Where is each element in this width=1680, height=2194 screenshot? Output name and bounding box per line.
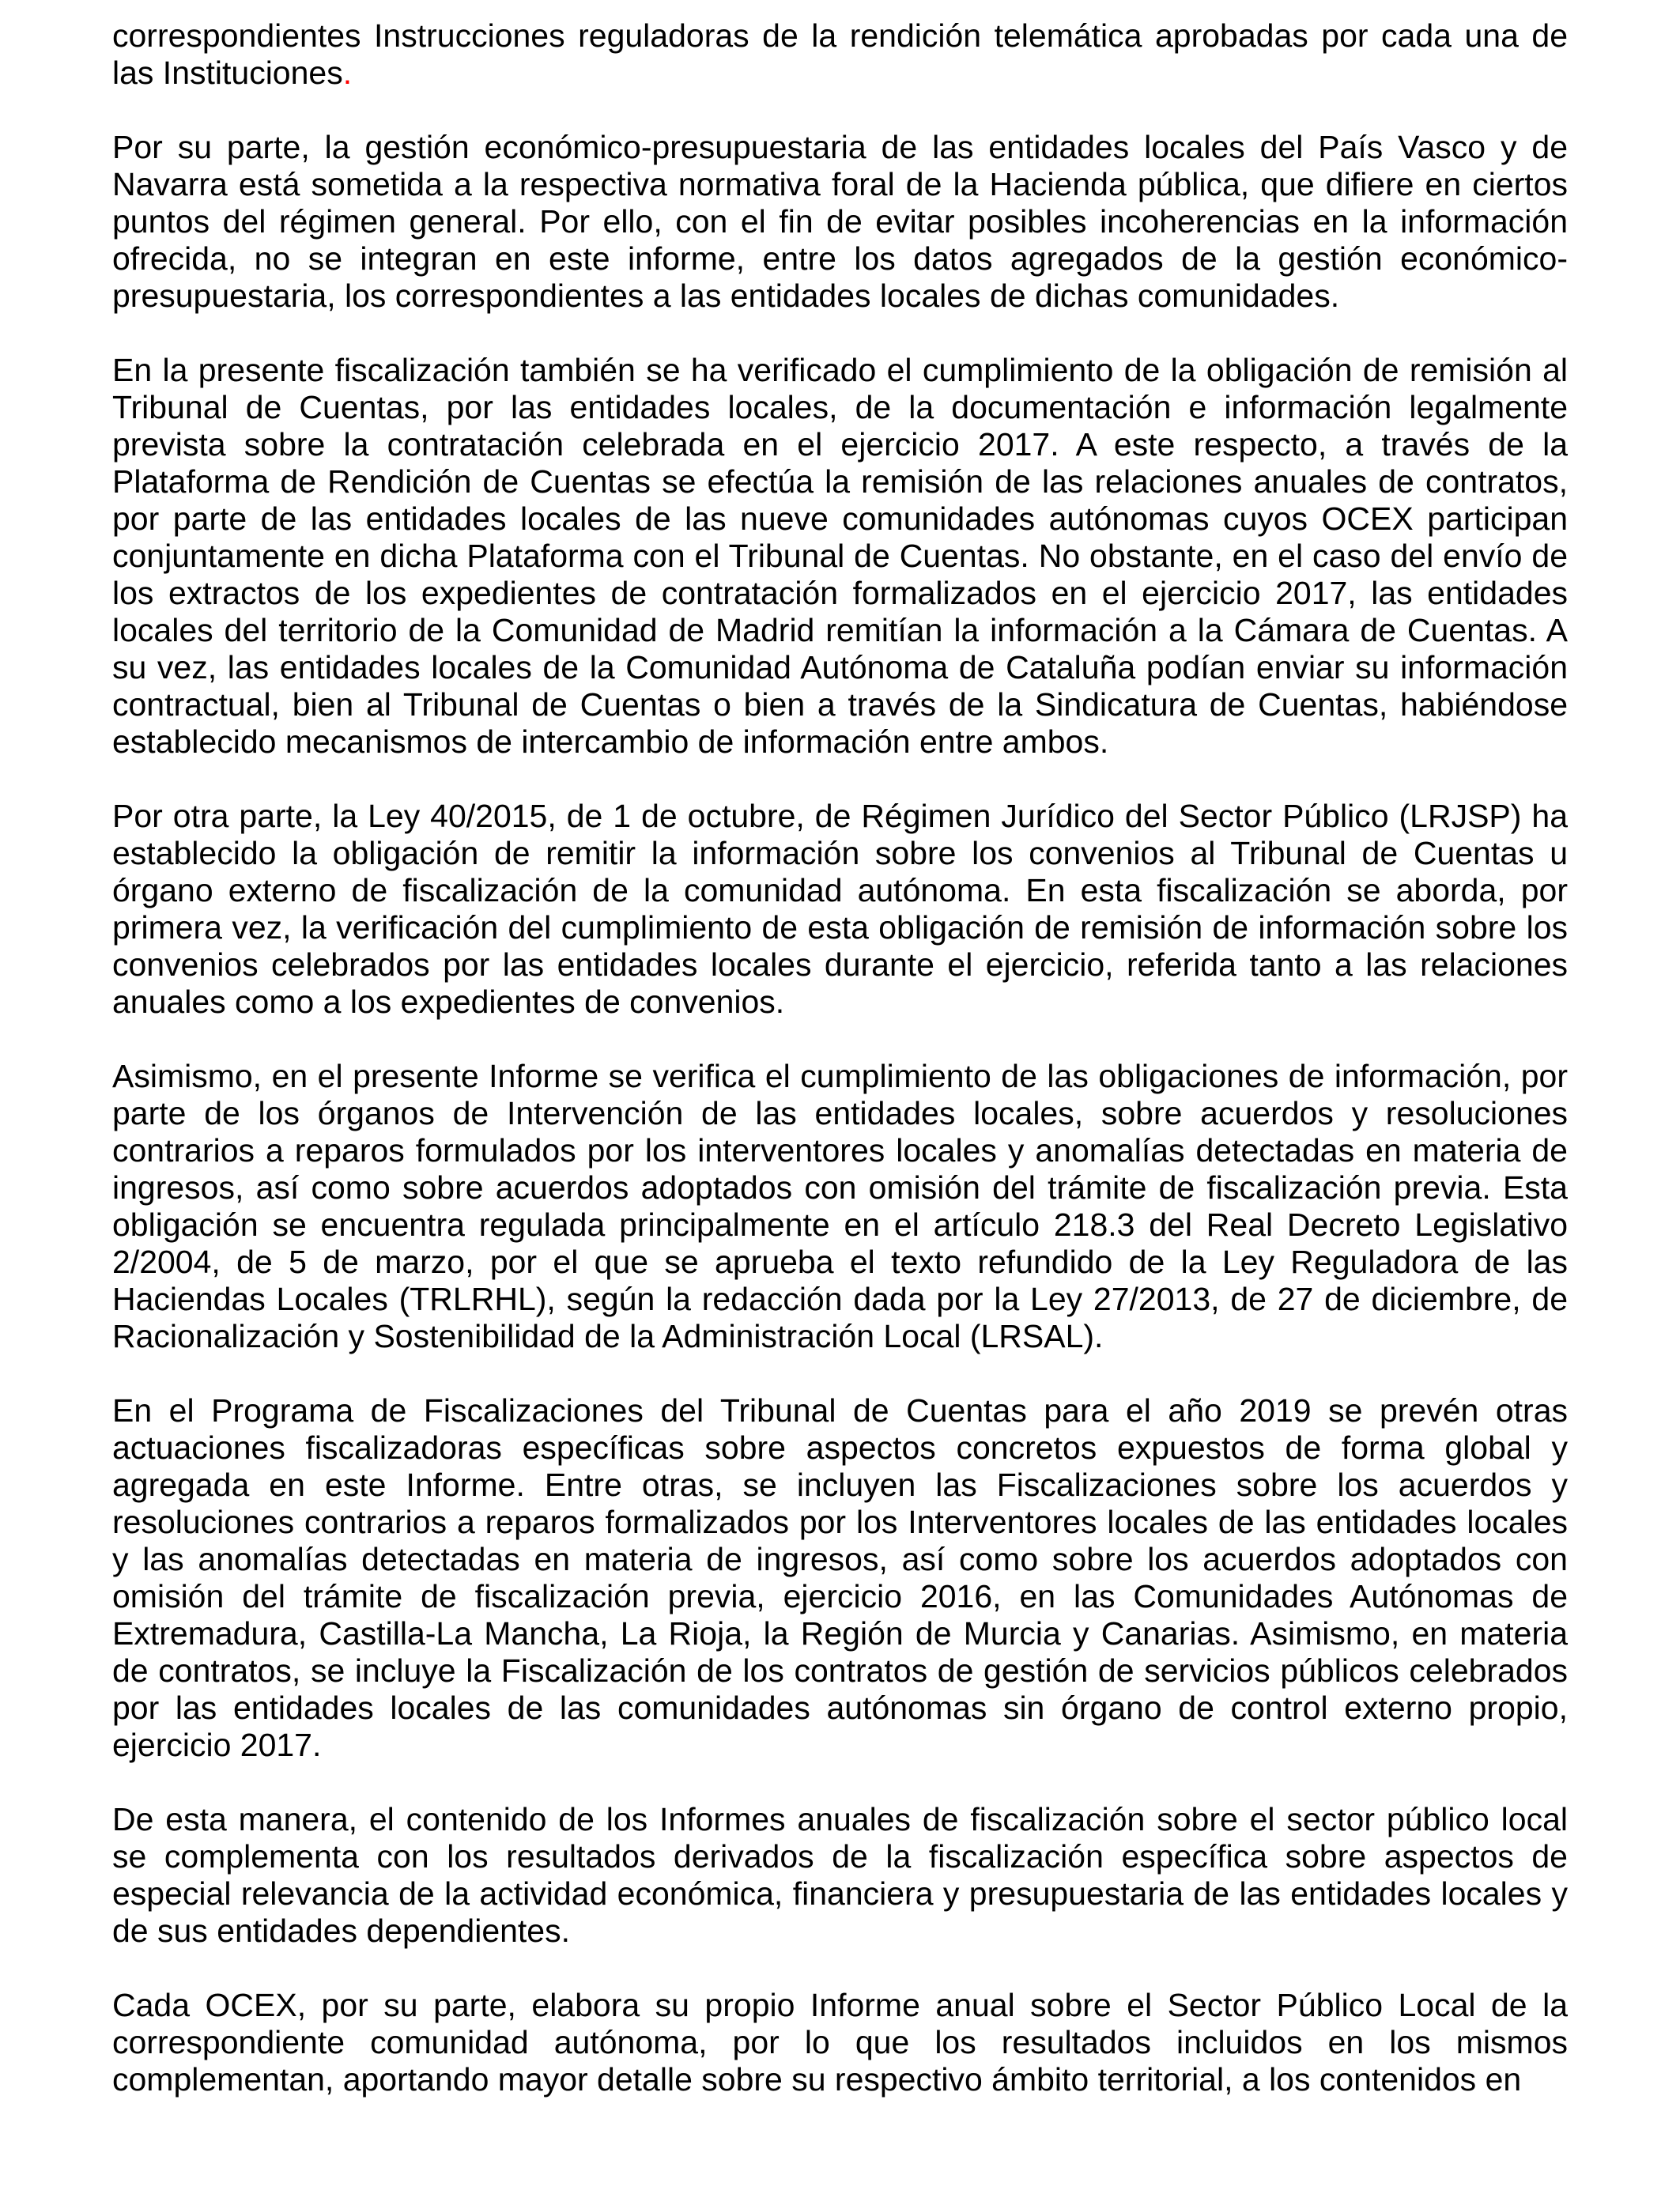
paragraph-4: Por otra parte, la Ley 40/2015, de 1 de octubre, de Régimen Jurídico del Sector Público (LRJSP) ha establecido la obligación de remitir la información sobre los convenios al Tribunal de Cuentas u órgano externo de fiscalización de la comunidad autónoma. En esta fiscalización se aborda, por primera vez, la verificación del cumplimiento de esta obligación de remisión de información sobre los convenios celebrados por las entidades locales durante el ejercicio, referida tanto a las relaciones anuales como a los expedientes de convenios. [112,798,1568,1020]
paragraph-8: Cada OCEX, por su parte, elabora su propio Informe anual sobre el Sector Público Local de la correspondiente comunidad autónoma, por lo que los resultados incluidos en los mismos complementan, aportando mayor detalle sobre su respectivo ámbito territorial, a los contenidos en [112,1987,1568,2098]
paragraph-7: De esta manera, el contenido de los Informes anuales de fiscalización sobre el sector público local se complementa con los resultados derivados de la fiscalización específica sobre aspectos de especial relevancia de la actividad económica, financiera y presupuestaria de las entidades locales y de sus entidades dependientes. [112,1801,1568,1949]
paragraph-1 [112,17,1568,92]
paragraph-6: En el Programa de Fiscalizaciones del Tribunal de Cuentas para el año 2019 se prevén otras actuaciones fiscalizadoras específicas sobre aspectos concretos expuestos de forma global y agregada en este Informe. Entre otras, se incluyen las Fiscalizaciones sobre los acuerdos y resoluciones contrarios a reparos formalizados por los Interventores locales de las entidades locales y las anomalías detectadas en materia de ingresos, así como sobre los acuerdos adoptados con omisión del trámite de fiscalización previa, ejercicio 2016, en las Comunidades Autónomas de Extremadura, Castilla-La Mancha, La Rioja, la Región de Murcia y Canarias. Asimismo, en materia de contratos, se incluye la Fiscalización de los contratos de gestión de servicios públicos celebrados por las entidades locales de las comunidades autónomas sin órgano de control externo propio, ejercicio 2017. [112,1392,1568,1763]
paragraph-3: En la presente fiscalización también se ha verificado el cumplimiento de la obligación de remisión al Tribunal de Cuentas, por las entidades locales, de la documentación e información legalmente prevista sobre la contratación celebrada en el ejercicio 2017. A este respecto, a través de la Plataforma de Rendición de Cuentas se efectúa la remisión de las relaciones anuales de contratos, por parte de las entidades locales de las nueve comunidades autónomas cuyos OCEX participan conjuntamente en dicha Plataforma con el Tribunal de Cuentas. No obstante, en el caso del envío de los extractos de los expedientes de contratación formalizados en el ejercicio 2017, las entidades locales del territorio de la Comunidad de Madrid remitían la información a la Cámara de Cuentas. A su vez, las entidades locales de la Comunidad Autónoma de Cataluña podían enviar su información contractual, bien al Tribunal de Cuentas o bien a través de la Sindicatura de Cuentas, habiéndose establecido mecanismos de intercambio de información entre ambos. [112,352,1568,760]
paragraph-1-text: correspondientes Instrucciones reguladoras de la rendición telemática aprobadas por cada una de las Instituciones [112,17,1568,91]
document-text-body [112,17,1568,2098]
paragraph-5: Asimismo, en el presente Informe se verifica el cumplimiento de las obligaciones de información, por parte de los órganos de Intervención de las entidades locales, sobre acuerdos y resoluciones contrarios a reparos formulados por los interventores locales y anomalías detectadas en materia de ingresos, así como sobre acuerdos adoptados con omisión del trámite de fiscalización previa. Esta obligación se encuentra regulada principalmente en el artículo 218.3 del Real Decreto Legislativo 2/2004, de 5 de marzo, por el que se aprueba el texto refundido de la Ley Reguladora de las Haciendas Locales (TRLRHL), según la redacción dada por la Ley 27/2013, de 27 de diciembre, de Racionalización y Sostenibilidad de la Administración Local (LRSAL). [112,1058,1568,1354]
paragraph-2: Por su parte, la gestión económico-presupuestaria de las entidades locales del País Vasco y de Navarra está sometida a la respectiva normativa foral de la Hacienda pública, que difiere en ciertos puntos del régimen general. Por ello, con el fin de evitar posibles incoherencias en la información ofrecida, no se integran en este informe, entre los datos agregados de la gestión económico-presupuestaria, los correspondientes a las entidades locales de dichas comunidades. [112,129,1568,314]
paragraph-1-red-period: . [342,55,353,91]
